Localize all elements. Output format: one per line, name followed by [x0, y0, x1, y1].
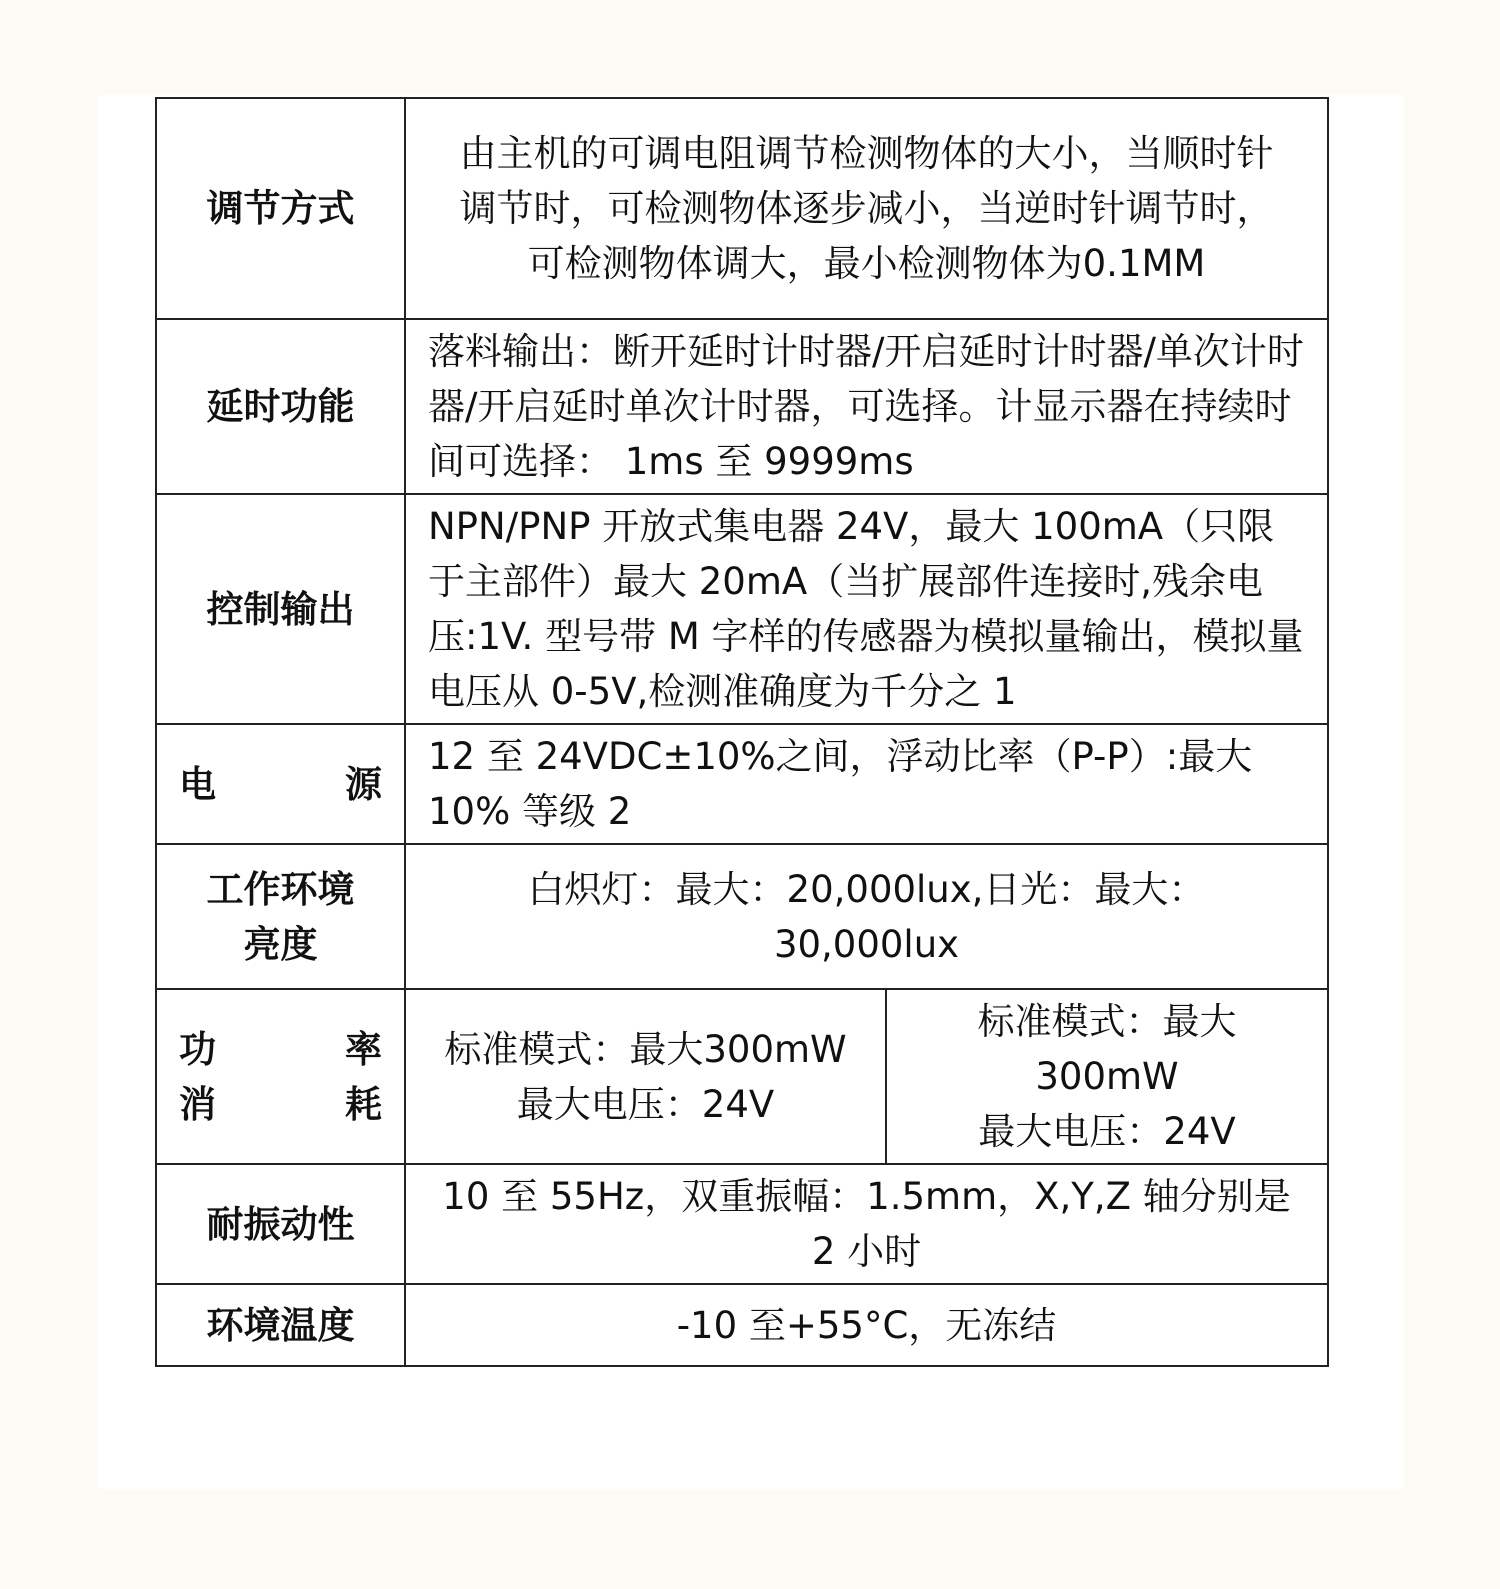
label-control-output: 控制输出 [156, 494, 405, 724]
row-adjust-mode [156, 98, 1328, 319]
row-power-consumption [156, 989, 1328, 1164]
label-vibration-resistance: 耐振动性 [156, 1164, 405, 1284]
label-power-consumption: 功 率 消 耗 [156, 989, 405, 1164]
label-power-supply-a: 电 [179, 762, 216, 806]
label-power-supply-b: 源 [345, 762, 382, 806]
row-vibration-resistance [156, 1164, 1328, 1284]
value-ambient-temperature: -10 至+55°C，无冻结 [405, 1284, 1328, 1366]
value-power-consumption-right: 标准模式：最大 300mW 最大电压：24V [886, 989, 1328, 1164]
label-ambient-brightness: 工作环境 亮度 [156, 844, 405, 989]
row-ambient-temperature [156, 1284, 1328, 1366]
value-delay-function: 落料输出：断开延时计时器/开启延时计时器/单次计时器/开启延时单次计时器，可选择。计显示器在持续时间可选择： 1ms 至 9999ms [405, 319, 1328, 494]
label-adjust-mode: 调节方式 [156, 98, 405, 319]
value-adjust-mode: 由主机的可调电阻调节检测物体的大小，当顺时针调节时，可检测物体逐步减小，当逆时针调节时，可检测物体调大，最小检测物体为0.1MM [405, 98, 1328, 319]
row-power-supply [156, 724, 1328, 844]
label-delay-function: 延时功能 [156, 319, 405, 494]
label-ambient-temperature: 环境温度 [156, 1284, 405, 1366]
row-ambient-brightness [156, 844, 1328, 989]
label-power-supply [156, 724, 405, 844]
row-control-output [156, 494, 1328, 724]
value-power-consumption-left: 标准模式：最大300mW 最大电压：24V [405, 989, 886, 1164]
value-vibration-resistance: 10 至 55Hz，双重振幅：1.5mm，X,Y,Z 轴分别是 2 小时 [405, 1164, 1328, 1284]
row-delay-function [156, 319, 1328, 494]
value-ambient-brightness: 白炽灯：最大：20,000lux,日光：最大： 30,000lux [405, 844, 1328, 989]
spec-table [155, 97, 1329, 1367]
value-power-supply: 12 至 24VDC±10%之间，浮动比率（P-P）:最大 10% 等级 2 [405, 724, 1328, 844]
value-control-output: NPN/PNP 开放式集电器 24V，最大 100mA（只限于主部件）最大 20mA（当扩展部件连接时,残余电压:1V. 型号带 M 字样的传感器为模拟量输出，模拟量电压从 0-5V,检测准确度为千分之 1 [405, 494, 1328, 724]
